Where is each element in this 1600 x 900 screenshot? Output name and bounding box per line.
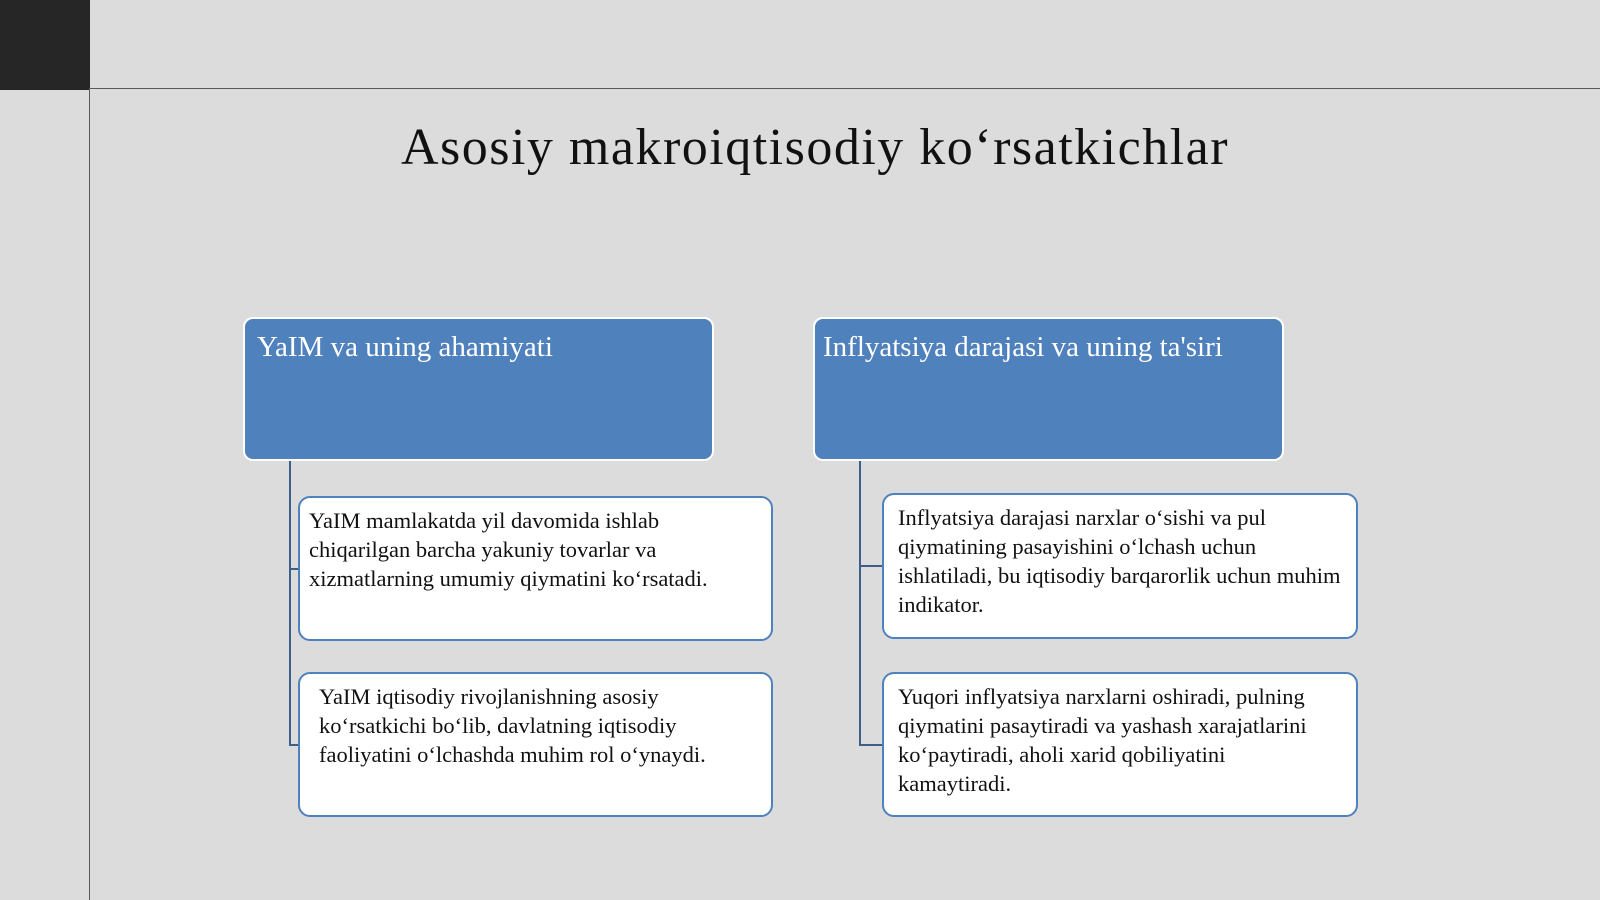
gdp-header-label: YaIM va uning ahamiyati <box>257 331 553 363</box>
inflation-connector-trunk <box>859 461 861 746</box>
inflation-connector-branch-2 <box>859 744 883 746</box>
gdp-definition-text: YaIM mamlakatda yil davomida ishlab chiqarilgan barcha yakuniy tovarlar va xizmatlarning umumiy qiymatini ko‘rsatadi. <box>309 508 708 591</box>
inflation-effects-text: Yuqori inflyatsiya narxlarni oshiradi, pulning qiymatini pasaytiradi va yashash xarajatlarini ko‘paytiradi, aholi xarid qobiliyatini kamaytiradi. <box>898 684 1307 796</box>
inflation-definition-text: Inflyatsiya darajasi narxlar o‘sishi va pul qiymatining pasayishini o‘lchash uchun ishlatiladi, bu iqtisodiy barqarorlik uchun muhim indikator. <box>898 505 1341 617</box>
gdp-connector-trunk <box>289 461 291 746</box>
inflation-header-label: Inflyatsiya darajasi va uning ta'siri <box>823 331 1223 363</box>
slide-title: Asosiy makroiqtisodiy ko‘rsatkichlar <box>400 119 1230 176</box>
inflation-header-box <box>813 317 1284 461</box>
inflation-effects-box <box>882 672 1358 817</box>
gdp-header-box <box>243 317 714 461</box>
corner-block <box>0 0 90 90</box>
inflation-definition-box <box>882 493 1358 639</box>
left-divider <box>89 88 90 900</box>
gdp-definition-box <box>298 496 773 641</box>
header-divider <box>90 88 1600 89</box>
gdp-importance-text: YaIM iqtisodiy rivojlanishning asosiy ko‘rsatkichi bo‘lib, davlatning iqtisodiy faoliyatini o‘lchashda muhim rol o‘ynaydi. <box>319 684 706 767</box>
gdp-importance-box <box>298 672 773 817</box>
inflation-connector-branch-1 <box>859 565 883 567</box>
